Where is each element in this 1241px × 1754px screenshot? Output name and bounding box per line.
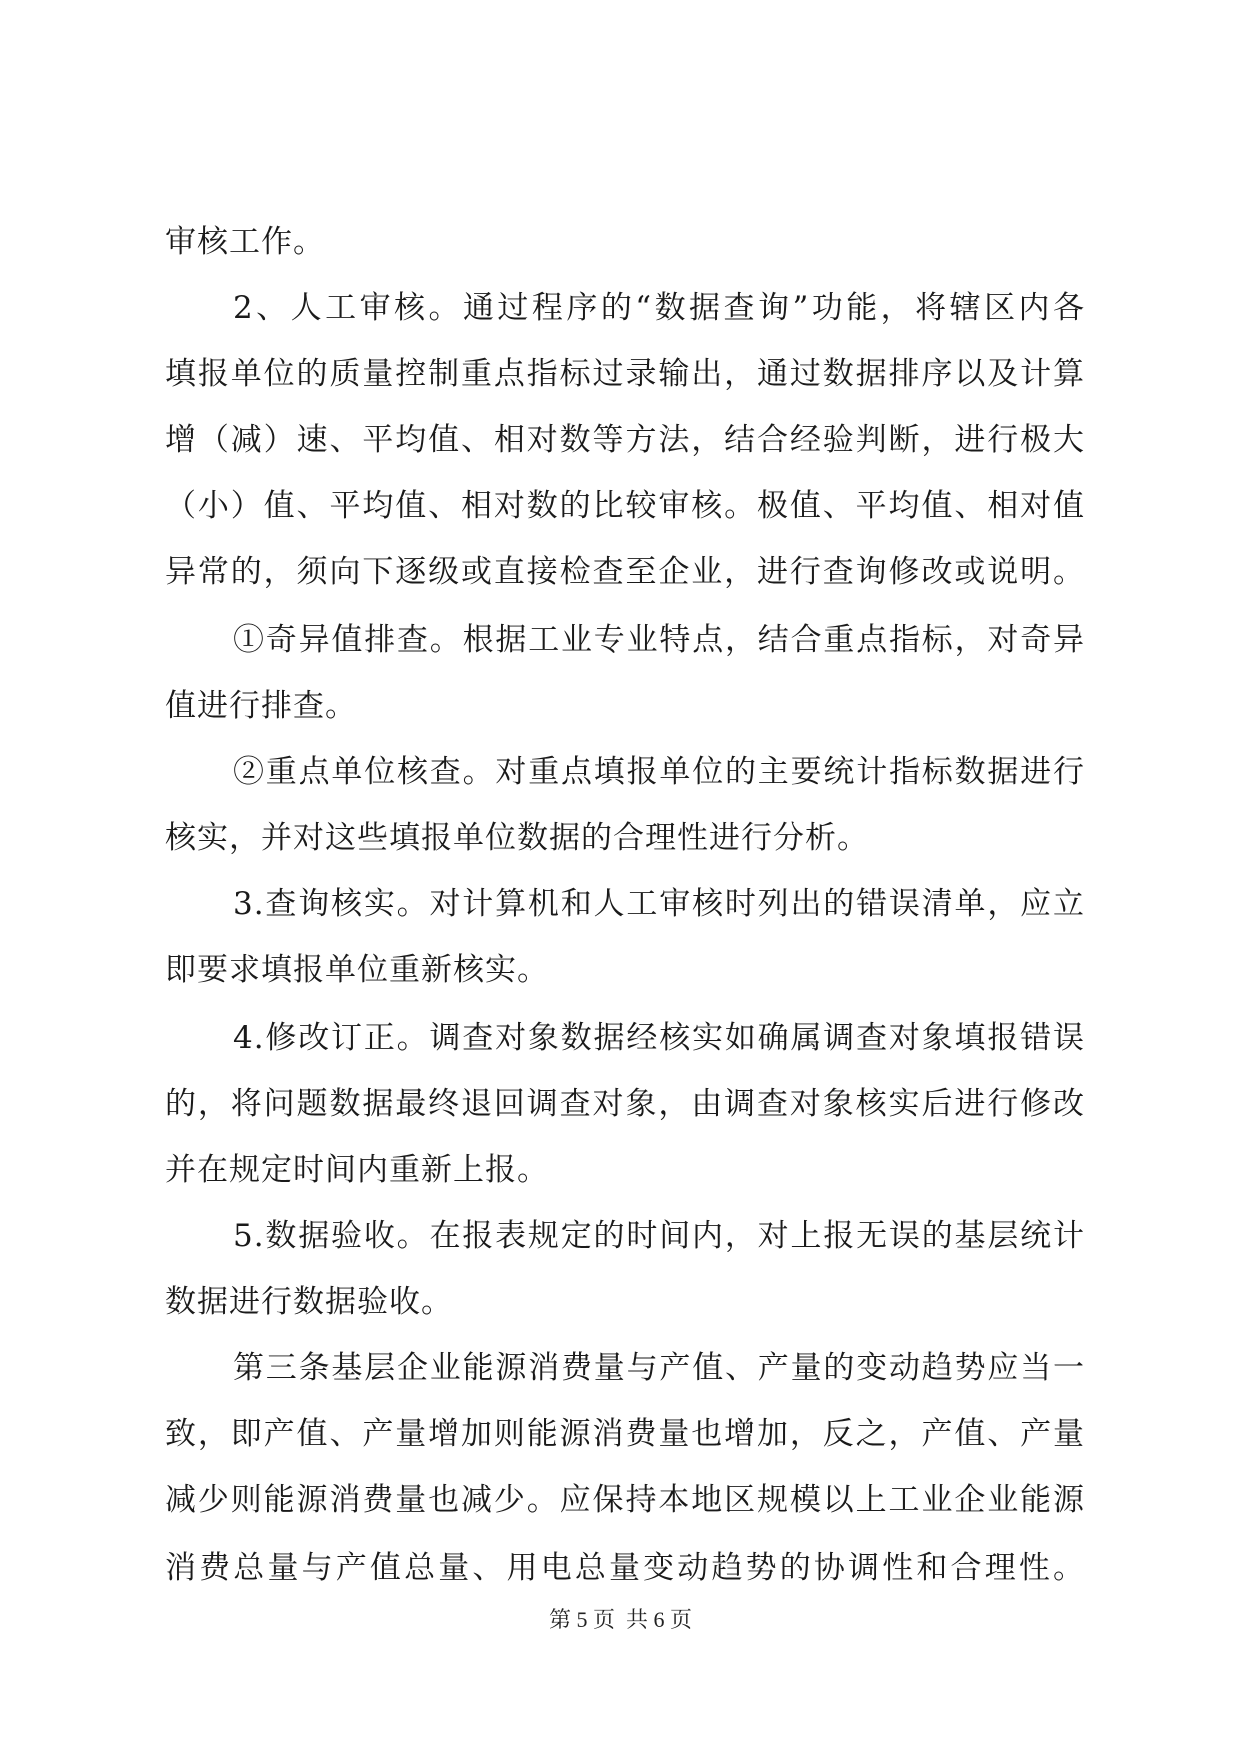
text-line: 4.修改订正。调查对象数据经核实如确属调查对象填报错误: [233, 1020, 1085, 1056]
text-line: （小）值、平均值、相对数的比较审核。极值、平均值、相对值: [165, 488, 1085, 524]
text-line: 消费总量与产值总量、用电总量变动趋势的协调性和合理性。: [165, 1550, 1085, 1586]
text-line: 2、人工审核。通过程序的“数据查询”功能，将辖区内各: [233, 290, 1085, 326]
text-line: 3.查询核实。对计算机和人工审核时列出的错误清单，应立: [233, 886, 1085, 922]
text-line: 异常的，须向下逐级或直接检查至企业，进行查询修改或说明。: [165, 554, 1085, 590]
text-line: 减少则能源消费量也减少。应保持本地区规模以上工业企业能源: [165, 1482, 1085, 1518]
text-line: 即要求填报单位重新核实。: [165, 952, 549, 988]
text-line: 并在规定时间内重新上报。: [165, 1152, 549, 1188]
text-line: ②重点单位核查。对重点填报单位的主要统计指标数据进行: [233, 754, 1085, 790]
text-line: 的，将问题数据最终退回调查对象，由调查对象核实后进行修改: [165, 1086, 1085, 1122]
text-line: 致，即产值、产量增加则能源消费量也增加，反之，产值、产量: [165, 1416, 1085, 1452]
text-line: 核实，并对这些填报单位数据的合理性进行分析。: [165, 820, 869, 856]
text-line: 填报单位的质量控制重点指标过录输出，通过数据排序以及计算: [165, 356, 1085, 392]
text-line: 5.数据验收。在报表规定的时间内，对上报无误的基层统计: [233, 1218, 1085, 1254]
page-number-footer: [0, 1605, 1241, 1635]
text-line: 数据进行数据验收。: [165, 1284, 453, 1320]
text-line: 第三条基层企业能源消费量与产值、产量的变动趋势应当一: [233, 1350, 1085, 1386]
text-line: 审核工作。: [165, 224, 325, 260]
text-line: 增（减）速、平均值、相对数等方法，结合经验判断，进行极大: [165, 422, 1085, 458]
text-line: ①奇异值排查。根据工业专业特点，结合重点指标，对奇异: [233, 622, 1085, 658]
page-number-text: 第 5 页 共 6 页: [548, 1607, 692, 1632]
text-line: 值进行排查。: [165, 688, 357, 724]
